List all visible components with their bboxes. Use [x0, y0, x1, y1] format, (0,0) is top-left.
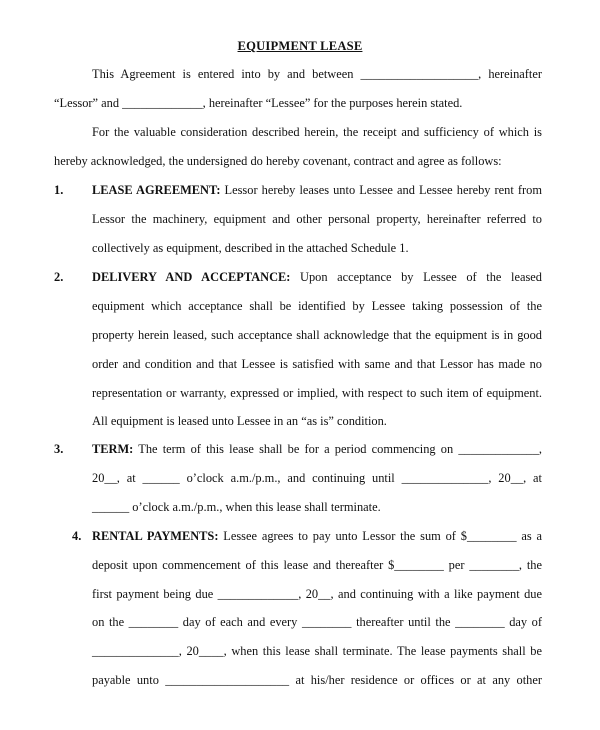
section-line: Lessor the machinery, equipment and other personal property, hereinafter referred to — [92, 212, 542, 226]
section-line: payable unto ____________________ at his/her residence or offices or at any other — [92, 673, 542, 687]
section-line: ______________, 20____, when this lease shall terminate. The lease payments shall be — [92, 644, 542, 658]
section-line: first payment being due _____________, 20__, and continuing with a like payment due — [92, 587, 542, 601]
section-heading: LEASE AGREEMENT: — [92, 183, 221, 197]
section-line: ______ o’clock a.m./p.m., when this lease shall terminate. — [92, 500, 381, 514]
intro-line: hereby acknowledged, the undersigned do hereby covenant, contract and agree as follows: — [54, 154, 502, 168]
section-line: on the ________ day of each and every ________ thereafter until the ________ day of — [92, 615, 542, 629]
section-line: equipment which acceptance shall be identified by Lessee taking possession of the — [92, 299, 542, 313]
section-text: Lessor hereby leases unto Lessee and Lessee hereby rent from — [224, 183, 542, 197]
section-line — [92, 528, 542, 544]
intro-line: “Lessor” and _____________, hereinafter “Lessee” for the purposes herein stated. — [54, 96, 463, 110]
section-line: property herein leased, such acceptance shall acknowledge that the equipment is in good — [92, 328, 542, 342]
section-line — [92, 182, 542, 198]
intro-line: For the valuable consideration described herein, the receipt and sufficiency of which is — [92, 125, 542, 139]
section-text: Upon acceptance by Lessee of the leased — [300, 270, 542, 284]
section-number: 1. — [54, 183, 64, 197]
section-number: 3. — [54, 442, 64, 456]
section-line: All equipment is leased unto Lessee in an “as is” condition. — [92, 414, 387, 428]
section-line: representation or warranty, expressed or implied, with respect to such item of equipment. — [92, 386, 542, 400]
section-line: order and condition and that Lessee is satisfied with same and that Lessor has made no — [92, 357, 542, 371]
section-line — [92, 269, 542, 285]
section-heading: DELIVERY AND ACCEPTANCE: — [92, 270, 291, 284]
section-line — [92, 441, 542, 457]
section-line: 20__, at ______ o’clock a.m./p.m., and continuing until ______________, 20__, at — [92, 471, 542, 485]
section-text: Lessee agrees to pay unto Lessor the sum of $________ as a — [223, 529, 542, 543]
document-title: EQUIPMENT LEASE — [237, 39, 363, 53]
section-heading: TERM: — [92, 442, 134, 456]
section-heading: RENTAL PAYMENTS: — [92, 529, 219, 543]
section-line: deposit upon commencement of this lease and thereafter $________ per ________, the — [92, 558, 542, 572]
section-number: 4. — [72, 529, 82, 543]
section-number: 2. — [54, 270, 64, 284]
section-text: The term of this lease shall be for a period commencing on _____________, — [138, 442, 542, 456]
intro-line: This Agreement is entered into by and between ___________________, hereinafter — [92, 67, 542, 81]
section-line: collectively as equipment, described in the attached Schedule 1. — [92, 241, 409, 255]
